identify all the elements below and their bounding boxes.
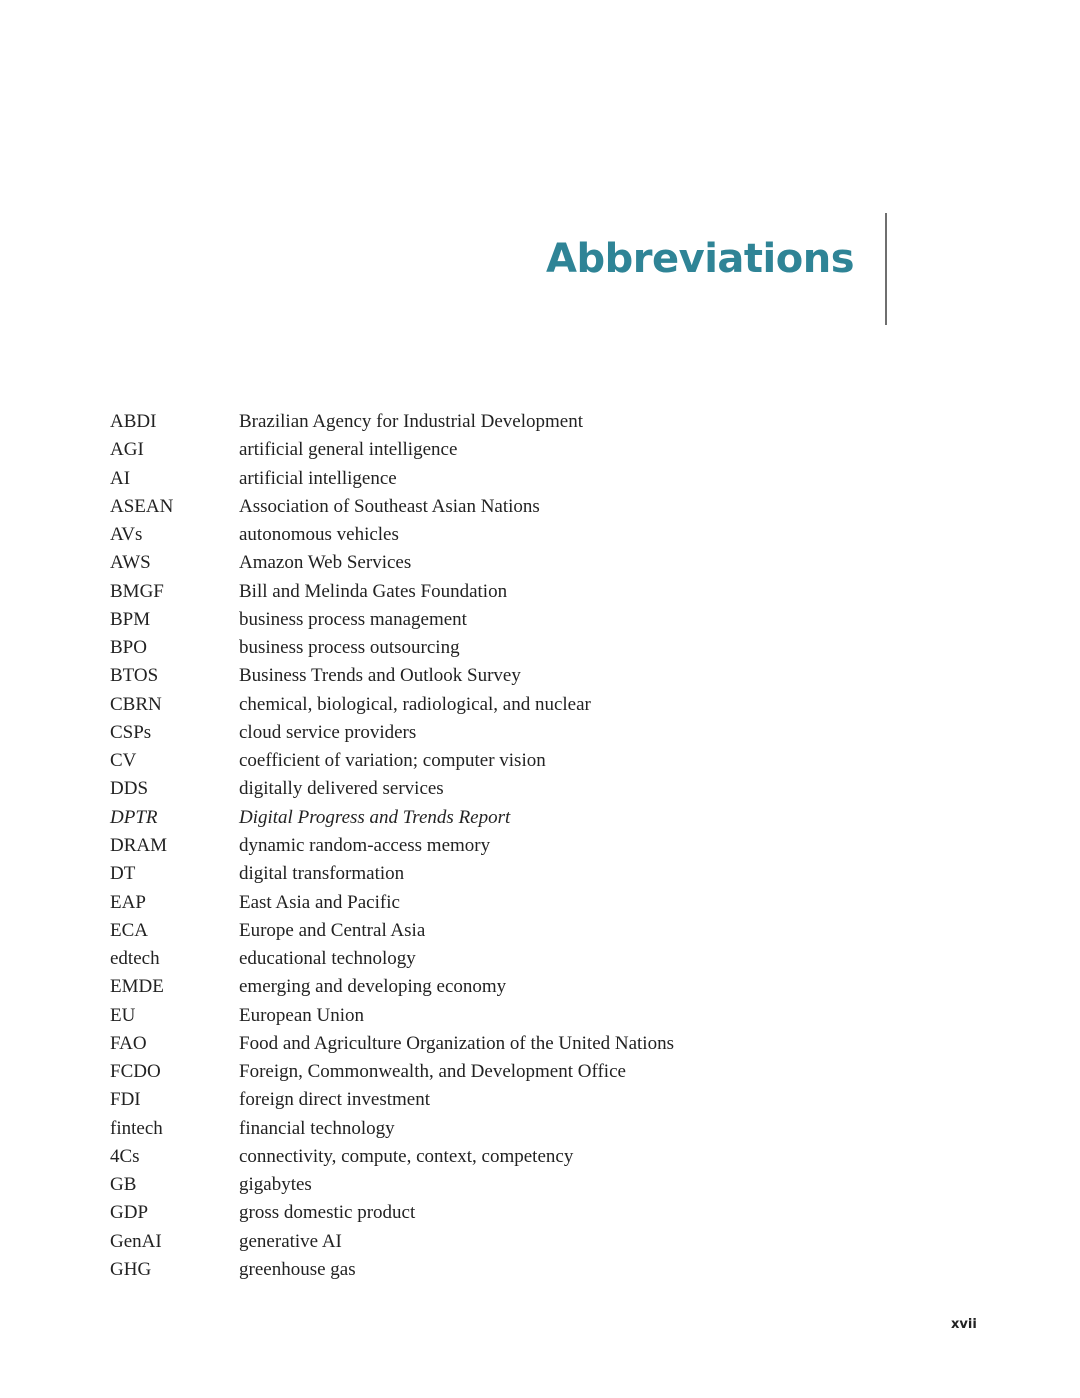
- abbreviation-entry: [110, 889, 674, 917]
- abbreviation-term: FAO: [110, 1032, 147, 1054]
- abbreviation-term: GenAI: [110, 1230, 162, 1252]
- abbreviation-entry: [110, 521, 674, 549]
- abbreviation-definition: autonomous vehicles: [239, 524, 399, 546]
- abbreviation-definition: Food and Agriculture Organization of the United Nations: [239, 1032, 674, 1054]
- abbreviation-entry: [110, 606, 674, 634]
- abbreviation-definition: gigabytes: [239, 1174, 312, 1196]
- abbreviation-term: CSPs: [110, 721, 152, 743]
- abbreviation-term: ASEAN: [110, 495, 174, 517]
- abbreviation-term: EU: [110, 1004, 136, 1026]
- abbreviation-definition: Digital Progress and Trends Report: [239, 806, 511, 828]
- abbreviation-entry: [110, 1030, 674, 1058]
- abbreviation-term: ECA: [110, 919, 148, 941]
- abbreviation-entry: [110, 691, 674, 719]
- abbreviation-entry: [110, 436, 674, 464]
- abbreviation-entry: [110, 465, 674, 493]
- abbreviation-term: BPO: [110, 637, 147, 659]
- abbreviation-entry: [110, 775, 674, 803]
- abbreviation-definition: East Asia and Pacific: [239, 891, 400, 913]
- abbreviation-list: [110, 408, 674, 1284]
- abbreviation-term: DPTR: [110, 806, 158, 828]
- abbreviation-term: AWS: [110, 552, 151, 574]
- abbreviation-definition: digitally delivered services: [239, 778, 444, 800]
- abbreviation-term: BMGF: [110, 580, 164, 602]
- abbreviation-entry: [110, 634, 674, 662]
- abbreviation-entry: [110, 493, 674, 521]
- abbreviation-term: GDP: [110, 1202, 149, 1224]
- abbreviation-entry: [110, 804, 674, 832]
- abbreviation-definition: Amazon Web Services: [239, 552, 412, 574]
- abbreviation-entry: [110, 1199, 674, 1227]
- abbreviation-term: ABDI: [110, 411, 157, 432]
- abbreviation-term: AI: [110, 467, 131, 489]
- abbreviation-term: GHG: [110, 1258, 152, 1280]
- abbreviation-entry: [110, 1086, 674, 1114]
- abbreviation-definition: Brazilian Agency for Industrial Development: [239, 411, 584, 432]
- abbreviation-term: CBRN: [110, 693, 162, 715]
- abbreviation-entry: [110, 832, 674, 860]
- abbreviation-entry: [110, 1143, 674, 1171]
- abbreviation-definition: Foreign, Commonwealth, and Development Office: [239, 1061, 626, 1083]
- abbreviation-term: AGI: [110, 439, 144, 461]
- abbreviation-definition: chemical, biological, radiological, and nuclear: [239, 693, 591, 715]
- abbreviation-entry: [110, 917, 674, 945]
- abbreviation-definition: financial technology: [239, 1117, 395, 1139]
- abbreviation-entry: [110, 1002, 674, 1030]
- abbreviation-term: DT: [110, 863, 136, 885]
- abbreviation-entry: [110, 945, 674, 973]
- abbreviation-definition: greenhouse gas: [239, 1258, 356, 1280]
- abbreviation-entry: [110, 719, 674, 747]
- abbreviation-definition: generative AI: [239, 1230, 342, 1252]
- abbreviation-term: BTOS: [110, 665, 159, 687]
- title-divider: [885, 213, 887, 325]
- abbreviation-definition: European Union: [239, 1004, 365, 1026]
- abbreviation-definition: dynamic random-access memory: [239, 834, 491, 856]
- abbreviation-definition: Business Trends and Outlook Survey: [239, 665, 521, 687]
- abbreviation-definition: connectivity, compute, context, competency: [239, 1145, 574, 1167]
- abbreviation-entry: [110, 1256, 674, 1284]
- abbreviation-definition: artificial intelligence: [239, 467, 397, 489]
- abbreviation-term: FCDO: [110, 1061, 161, 1083]
- abbreviation-definition: business process outsourcing: [239, 637, 460, 659]
- abbreviation-term: FDI: [110, 1089, 141, 1111]
- abbreviation-entry: [110, 860, 674, 888]
- abbreviation-term: BPM: [110, 608, 151, 630]
- abbreviation-definition: cloud service providers: [239, 721, 417, 743]
- abbreviation-term: fintech: [110, 1117, 163, 1139]
- abbreviation-definition: Association of Southeast Asian Nations: [239, 495, 540, 517]
- abbreviation-definition: artificial general intelligence: [239, 439, 458, 461]
- abbreviation-entry: [110, 1115, 674, 1143]
- abbreviation-entry: [110, 1058, 674, 1086]
- abbreviation-definition: business process management: [239, 608, 467, 630]
- abbreviation-entry: [110, 973, 674, 1001]
- page-number: xvii: [951, 1317, 977, 1332]
- abbreviation-term: edtech: [110, 948, 160, 970]
- abbreviation-definition: digital transformation: [239, 863, 405, 885]
- abbreviation-entry: [110, 1171, 674, 1199]
- abbreviation-term: EAP: [110, 891, 146, 913]
- abbreviation-definition: gross domestic product: [239, 1202, 416, 1224]
- abbreviation-definition: educational technology: [239, 948, 416, 970]
- abbreviation-definition: emerging and developing economy: [239, 976, 507, 998]
- abbreviation-definition: coefficient of variation; computer vision: [239, 750, 546, 772]
- abbreviation-entry: [110, 549, 674, 577]
- abbreviation-term: EMDE: [110, 976, 164, 998]
- abbreviation-term: AVs: [110, 524, 143, 546]
- abbreviation-term: CV: [110, 750, 137, 772]
- abbreviation-entry: [110, 747, 674, 775]
- page-title: Abbreviations: [546, 236, 854, 282]
- abbreviation-term: GB: [110, 1174, 137, 1196]
- abbreviation-entry: [110, 578, 674, 606]
- abbreviation-term: DRAM: [110, 834, 168, 856]
- abbreviation-definition: Bill and Melinda Gates Foundation: [239, 580, 508, 602]
- abbreviation-term: DDS: [110, 778, 149, 800]
- abbreviation-term: 4Cs: [110, 1145, 140, 1167]
- abbreviation-entry: [110, 1228, 674, 1256]
- abbreviation-entry: [110, 408, 674, 436]
- abbreviation-entry: [110, 662, 674, 690]
- abbreviation-definition: foreign direct investment: [239, 1089, 430, 1111]
- abbreviation-definition: Europe and Central Asia: [239, 919, 426, 941]
